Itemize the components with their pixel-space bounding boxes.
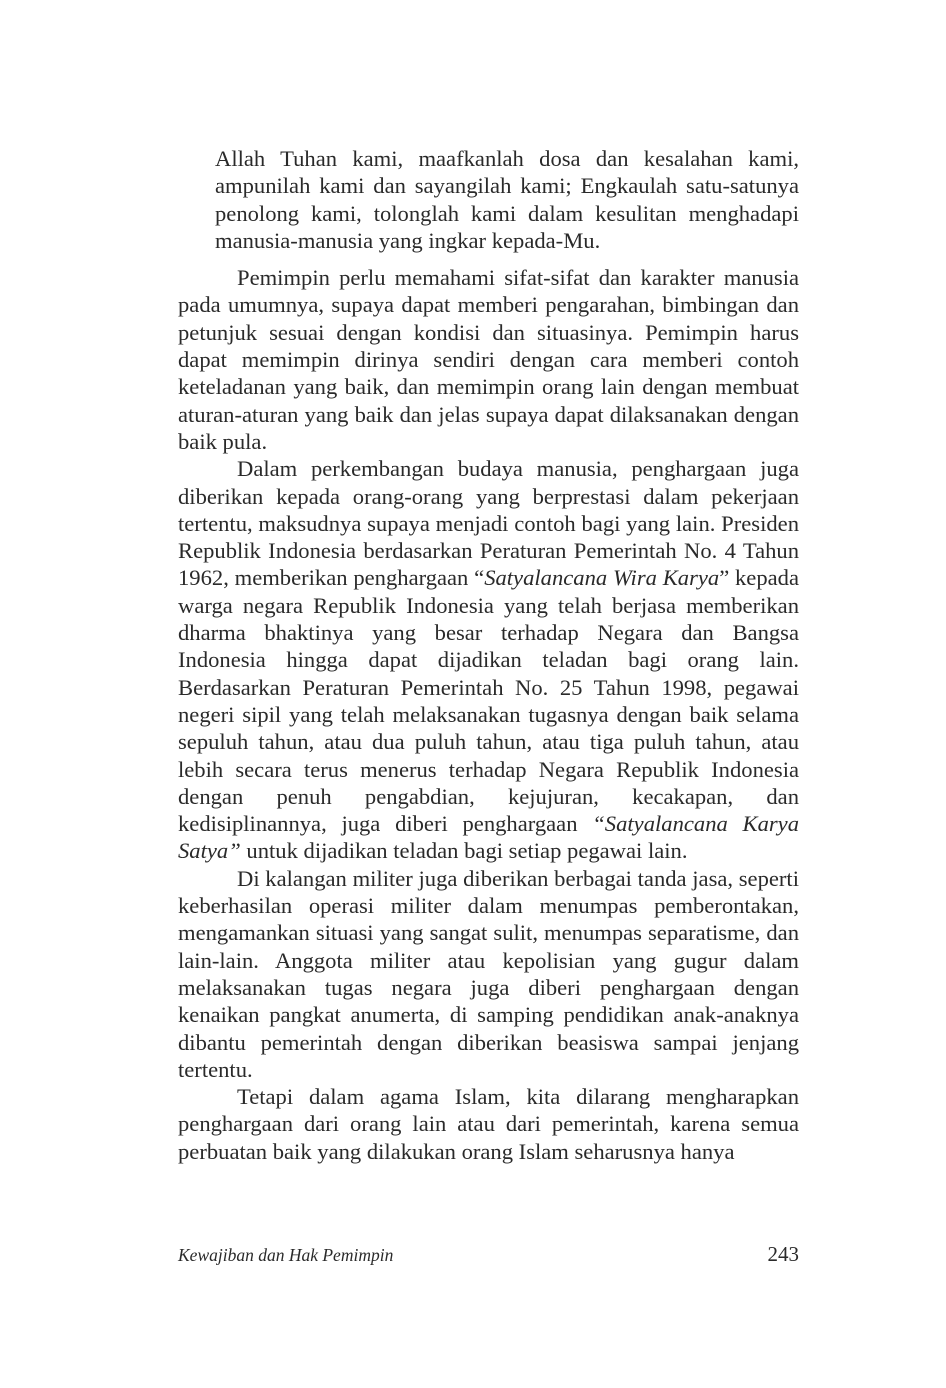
paragraph-leadership: Pemimpin perlu memahami sifat-sifat dan karakter manusia pada umumnya, supaya dapat memberi pengarahan, bimbingan dan petunjuk sesuai dengan kondisi dan situasinya. Pemimpin harus dapat memimpin dirinya sendiri dengan cara memberi contoh keteladanan yang baik, dan memimpin orang lain dengan membuat aturan-aturan yang baik dan jelas supaya dapat dilaksanakan dengan baik pula. (178, 265, 799, 454)
paragraph-islam: Tetapi dalam agama Islam, kita dilarang mengharapkan penghargaan dari orang lain atau dari pemerintah, karena semua perbuatan baik yang dilakukan orang Islam seharusnya hanya (178, 1084, 799, 1164)
awards-text-2: ” kepada warga negara Republik Indonesia yang telah berjasa memberikan dharma bhaktinya yang besar terhadap Negara dan Bangsa Indonesia hingga dapat dijadikan teladan bagi orang lain. Berdasarkan Peraturan Pemerintah No. 25 Tahun 1998, pegawai negeri sipil yang telah melaksanakan tugasnya dengan baik selama sepuluh tahun, atau dua puluh tahun, atau tiga puluh tahun, atau lebih secara terus menerus terhadap Negara Republik Indonesia dengan penuh pengabdian, kejujuran, kecakapan, dan kedisiplinannya, juga diberi penghargaan (178, 565, 799, 837)
award-name-wira-karya: Satyalancana Wira Karya (484, 565, 720, 591)
awards-text-1: Dalam perkembangan budaya manusia, penghargaan juga diberikan kepada orang-orang yang berprestasi dalam pekerjaan tertentu, maksudnya supaya menjadi contoh bagi yang lain. Presiden Republik Indonesia berdasarkan Peraturan Pemerintah No. 4 Tahun 1962, memberikan penghargaan “ (178, 456, 799, 591)
paragraph-military: Di kalangan militer juga diberikan berbagai tanda jasa, seperti keberhasilan operasi militer dalam menumpas pemberontakan, mengamankan situasi yang sangat sulit, menumpas separatisme, dan lain-lain. Anggota militer atau kepolisian yang gugur dalam melaksanakan tugas negara juga diberi penghargaan dengan kenaikan pangkat anumerta, di samping pendidikan anak-anaknya dibantu pemerintah dengan diberikan beasiswa sampai jenjang tertentu. (178, 865, 799, 1082)
page-number: 243 (767, 1242, 799, 1266)
prayer-quote: Allah Tuhan kami, maafkanlah dosa dan kesalahan kami, ampunilah kami dan sayangilah kami; Engkaulah satu-satunya penolong kami, tolonglah kami dalam kesulitan menghadapi manusia-manusia yang ingkar kepada-Mu. (215, 146, 799, 253)
paragraph-awards (178, 455, 799, 864)
awards-text-3: untuk dijadikan teladan bagi setiap pegawai lain. (240, 838, 688, 864)
page-body (178, 145, 799, 1165)
award-name-karya-satya: “Satyalancana Karya Satya” (178, 811, 799, 864)
running-footer-title: Kewajiban dan Hak Pemimpin (178, 1245, 394, 1265)
